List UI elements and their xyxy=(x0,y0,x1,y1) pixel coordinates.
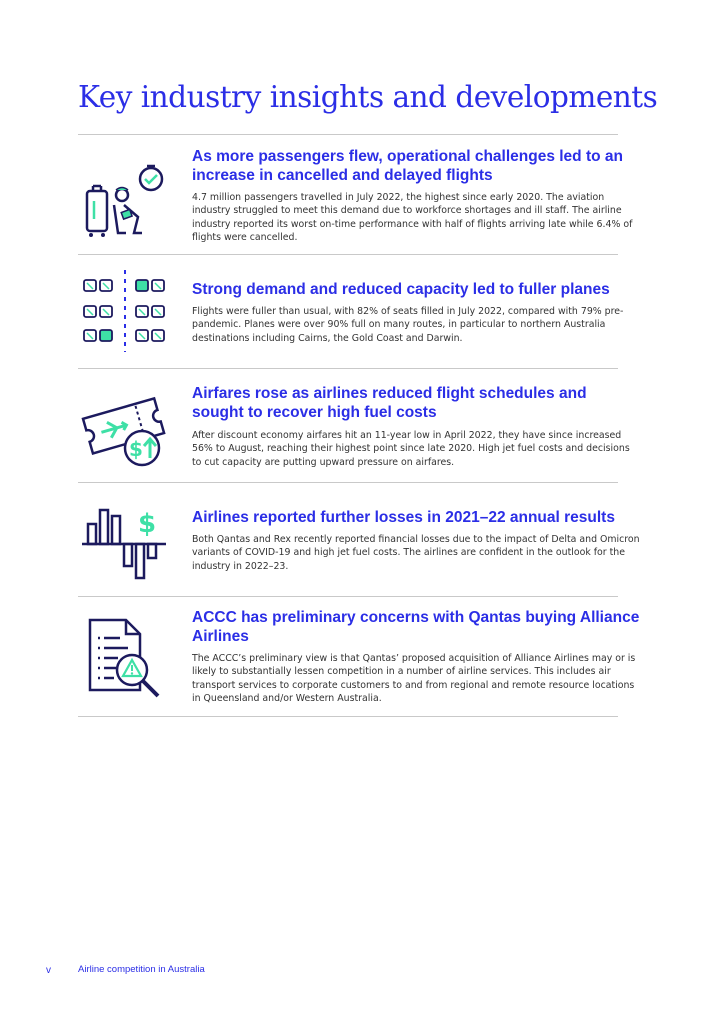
divider xyxy=(78,134,618,135)
section-heading: As more passengers flew, operational challenges led to an increase in cancelled and delayed flights xyxy=(192,148,623,184)
insight-section-airfares xyxy=(78,378,638,482)
divider xyxy=(78,482,618,483)
section-body: Flights were fuller than usual, with 82% of seats filled in July 2022, compared with 79% pre-pandemic. Planes were over 90% full on many routes, in particular to northern Australia destinations including Cairns, the Gold Coast and Darwin. xyxy=(192,306,624,344)
insight-section-fuller-planes xyxy=(78,264,638,368)
insight-section-losses xyxy=(78,492,638,596)
section-body: The ACCC’s preliminary view is that Qantas’ proposed acquisition of Alliance Airlines may or is likely to substantially lessen competition in a number of airline services. This includes air transport services to corporate customers to and from regional and remote resource locations in Queensland and/or Western Australia. xyxy=(192,653,636,705)
section-heading: Airfares rose as airlines reduced flight schedules and sought to recover high fuel costs xyxy=(192,385,587,421)
svg-text:$: $ xyxy=(138,509,157,539)
section-heading: ACCC has preliminary concerns with Qantas buying Alliance Airlines xyxy=(192,609,640,645)
section-heading: Airlines reported further losses in 2021–22 annual results xyxy=(192,509,615,526)
footer-page-number: v xyxy=(46,965,51,976)
divider xyxy=(78,368,618,369)
section-body: After discount economy airfares hit an 11-year low in April 2022, they have since increased 56% to August, reaching their highest point since late 2020. High jet fuel costs and decisions to cut capacity are putting upward pressure on airfares. xyxy=(192,430,630,468)
ticket-price-up-icon xyxy=(78,386,174,472)
section-body: 4.7 million passengers travelled in July 2022, the highest since early 2020. The aviation industry struggled to meet this demand due to workforce shortages and ill staff. The airline industry reported its worst on-time performance with half of flights arriving late while 6.4% of flights were cancelled. xyxy=(192,192,633,244)
losses-bar-chart-icon xyxy=(78,498,170,582)
page-title: Key industry insights and developments xyxy=(78,80,658,114)
document-warning-magnifier-icon xyxy=(78,614,170,700)
section-body: Both Qantas and Rex recently reported financial losses due to the impact of Delta and Omicron variants of COVID-19 and high jet fuel costs. The airlines are confident in the outlook for the industry in 2022–23. xyxy=(192,534,640,572)
insight-section-accc-concerns xyxy=(78,606,638,716)
aircraft-seats-icon xyxy=(78,268,178,358)
divider xyxy=(78,596,618,597)
footer-document-title: Airline competition in Australia xyxy=(78,964,205,975)
divider xyxy=(78,716,618,717)
svg-text:$: $ xyxy=(129,437,143,461)
divider xyxy=(78,254,618,255)
insight-section-delays xyxy=(78,145,638,257)
section-heading: Strong demand and reduced capacity led to fuller planes xyxy=(192,281,610,298)
traveller-luggage-clock-icon xyxy=(78,153,170,243)
